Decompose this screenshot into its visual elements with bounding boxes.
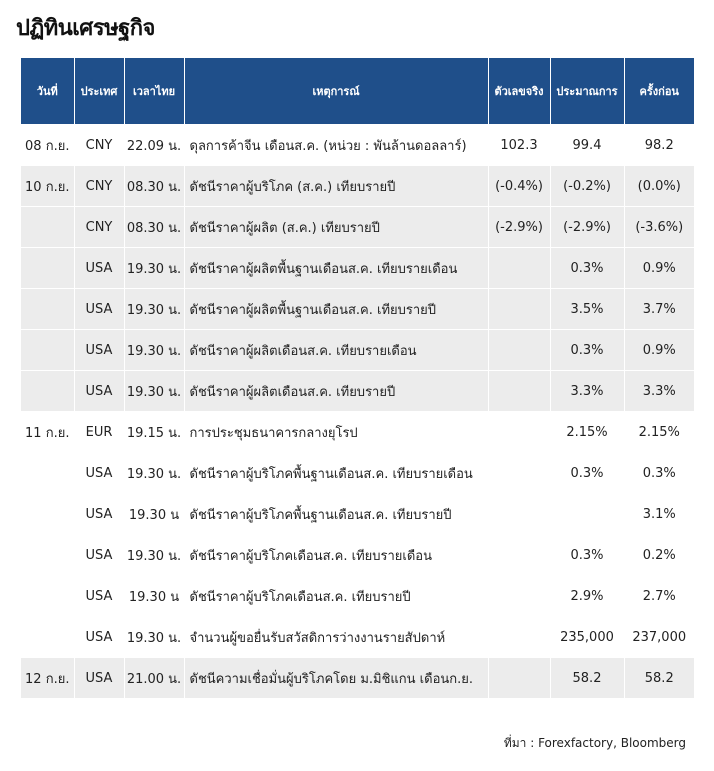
table-row bbox=[21, 289, 694, 330]
forecast-cell: 0.3% bbox=[550, 453, 624, 494]
previous-cell: 58.2 bbox=[624, 658, 694, 699]
column-header-forecast: ประมาณการ bbox=[550, 58, 624, 125]
forecast-cell: 2.9% bbox=[550, 576, 624, 617]
country-cell: EUR bbox=[74, 412, 124, 453]
time-cell: 19.30 น. bbox=[124, 330, 184, 371]
time-cell: 19.30 น. bbox=[124, 617, 184, 658]
event-cell: ดัชนีราคาผู้บริโภคพื้นฐานเดือนส.ค. เทียบรายเดือน bbox=[184, 453, 488, 494]
actual-cell bbox=[488, 330, 550, 371]
country-cell: USA bbox=[74, 658, 124, 699]
previous-cell: 0.9% bbox=[624, 248, 694, 289]
time-cell: 19.30 น. bbox=[124, 453, 184, 494]
date-cell: 08 ก.ย. bbox=[21, 125, 74, 166]
actual-cell bbox=[488, 658, 550, 699]
previous-cell: (0.0%) bbox=[624, 166, 694, 207]
actual-cell: (-0.4%) bbox=[488, 166, 550, 207]
country-cell: USA bbox=[74, 453, 124, 494]
actual-cell: (-2.9%) bbox=[488, 207, 550, 248]
previous-cell: 3.1% bbox=[624, 494, 694, 535]
forecast-cell: 235,000 bbox=[550, 617, 624, 658]
country-cell: CNY bbox=[74, 125, 124, 166]
date-cell: 10 ก.ย. bbox=[21, 166, 74, 207]
country-cell: USA bbox=[74, 289, 124, 330]
time-cell: 19.30 น. bbox=[124, 535, 184, 576]
forecast-cell: 99.4 bbox=[550, 125, 624, 166]
previous-cell: 2.7% bbox=[624, 576, 694, 617]
forecast-cell: 0.3% bbox=[550, 248, 624, 289]
time-cell: 19.30 น bbox=[124, 576, 184, 617]
actual-cell bbox=[488, 289, 550, 330]
event-cell: ดัชนีราคาผู้บริโภคเดือนส.ค. เทียบรายเดือน bbox=[184, 535, 488, 576]
date-cell bbox=[21, 494, 74, 535]
event-cell: ดัชนีความเชื่อมั่นผู้บริโภคโดย ม.มิชิแกน เดือนก.ย. bbox=[184, 658, 488, 699]
forecast-cell: (-2.9%) bbox=[550, 207, 624, 248]
country-cell: USA bbox=[74, 494, 124, 535]
previous-cell: 0.9% bbox=[624, 330, 694, 371]
actual-cell bbox=[488, 576, 550, 617]
time-cell: 19.30 น bbox=[124, 494, 184, 535]
date-cell bbox=[21, 576, 74, 617]
actual-cell bbox=[488, 412, 550, 453]
table-row bbox=[21, 166, 694, 207]
actual-cell bbox=[488, 494, 550, 535]
date-cell: 11 ก.ย. bbox=[21, 412, 74, 453]
table-row bbox=[21, 494, 694, 535]
date-cell: 12 ก.ย. bbox=[21, 658, 74, 699]
country-cell: USA bbox=[74, 535, 124, 576]
date-cell bbox=[21, 289, 74, 330]
country-cell: USA bbox=[74, 330, 124, 371]
country-cell: CNY bbox=[74, 207, 124, 248]
actual-cell bbox=[488, 371, 550, 412]
previous-cell: 98.2 bbox=[624, 125, 694, 166]
column-header-event: เหตุการณ์ bbox=[184, 58, 488, 125]
table-row bbox=[21, 125, 694, 166]
previous-cell: 3.7% bbox=[624, 289, 694, 330]
country-cell: USA bbox=[74, 371, 124, 412]
event-cell: ดัชนีราคาผู้บริโภคพื้นฐานเดือนส.ค. เทียบรายปี bbox=[184, 494, 488, 535]
date-cell bbox=[21, 371, 74, 412]
table-row bbox=[21, 248, 694, 289]
forecast-cell: 0.3% bbox=[550, 330, 624, 371]
event-cell: การประชุมธนาคารกลางยุโรป bbox=[184, 412, 488, 453]
date-cell bbox=[21, 535, 74, 576]
forecast-cell: 0.3% bbox=[550, 535, 624, 576]
economic-calendar-table bbox=[21, 58, 694, 698]
date-cell bbox=[21, 453, 74, 494]
previous-cell: 3.3% bbox=[624, 371, 694, 412]
forecast-cell: 2.15% bbox=[550, 412, 624, 453]
previous-cell: 0.3% bbox=[624, 453, 694, 494]
table-row bbox=[21, 412, 694, 453]
time-cell: 19.30 น. bbox=[124, 289, 184, 330]
previous-cell: 2.15% bbox=[624, 412, 694, 453]
table-row bbox=[21, 330, 694, 371]
date-cell bbox=[21, 330, 74, 371]
table-row bbox=[21, 535, 694, 576]
source-note: ที่มา : Forexfactory, Bloomberg bbox=[503, 736, 686, 750]
event-cell: ดุลการค้าจีน เดือนส.ค. (หน่วย : พันล้านดอลลาร์) bbox=[184, 125, 488, 166]
previous-cell: 0.2% bbox=[624, 535, 694, 576]
event-cell: ดัชนีราคาผู้ผลิตเดือนส.ค. เทียบรายปี bbox=[184, 371, 488, 412]
event-cell: จำนวนผู้ขอยื่นรับสวัสดิการว่างงานรายสัปดาห์ bbox=[184, 617, 488, 658]
time-cell: 08.30 น. bbox=[124, 166, 184, 207]
table-row bbox=[21, 371, 694, 412]
page-title: ปฏิทินเศรษฐกิจ bbox=[16, 16, 155, 41]
column-header-time: เวลาไทย bbox=[124, 58, 184, 125]
time-cell: 19.30 น. bbox=[124, 248, 184, 289]
forecast-cell: 3.3% bbox=[550, 371, 624, 412]
column-header-actual: ตัวเลขจริง bbox=[488, 58, 550, 125]
table-header-row bbox=[21, 58, 694, 125]
country-cell: USA bbox=[74, 576, 124, 617]
time-cell: 08.30 น. bbox=[124, 207, 184, 248]
table-row bbox=[21, 617, 694, 658]
table-body bbox=[21, 125, 694, 699]
table-row bbox=[21, 207, 694, 248]
time-cell: 19.30 น. bbox=[124, 371, 184, 412]
actual-cell bbox=[488, 617, 550, 658]
date-cell bbox=[21, 207, 74, 248]
previous-cell: (-3.6%) bbox=[624, 207, 694, 248]
event-cell: ดัชนีราคาผู้บริโภค (ส.ค.) เทียบรายปี bbox=[184, 166, 488, 207]
actual-cell bbox=[488, 248, 550, 289]
event-cell: ดัชนีราคาผู้บริโภคเดือนส.ค. เทียบรายปี bbox=[184, 576, 488, 617]
date-cell bbox=[21, 617, 74, 658]
column-header-country: ประเทศ bbox=[74, 58, 124, 125]
actual-cell: 102.3 bbox=[488, 125, 550, 166]
event-cell: ดัชนีราคาผู้ผลิต (ส.ค.) เทียบรายปี bbox=[184, 207, 488, 248]
country-cell: USA bbox=[74, 248, 124, 289]
time-cell: 22.09 น. bbox=[124, 125, 184, 166]
column-header-date: วันที่ bbox=[21, 58, 74, 125]
forecast-cell: 3.5% bbox=[550, 289, 624, 330]
table-row bbox=[21, 658, 694, 699]
table-row bbox=[21, 453, 694, 494]
country-cell: USA bbox=[74, 617, 124, 658]
previous-cell: 237,000 bbox=[624, 617, 694, 658]
time-cell: 21.00 น. bbox=[124, 658, 184, 699]
country-cell: CNY bbox=[74, 166, 124, 207]
actual-cell bbox=[488, 453, 550, 494]
date-cell bbox=[21, 248, 74, 289]
column-header-previous: ครั้งก่อน bbox=[624, 58, 694, 125]
forecast-cell: (-0.2%) bbox=[550, 166, 624, 207]
actual-cell bbox=[488, 535, 550, 576]
event-cell: ดัชนีราคาผู้ผลิตพื้นฐานเดือนส.ค. เทียบรายปี bbox=[184, 289, 488, 330]
table-row bbox=[21, 576, 694, 617]
event-cell: ดัชนีราคาผู้ผลิตพื้นฐานเดือนส.ค. เทียบรายเดือน bbox=[184, 248, 488, 289]
forecast-cell bbox=[550, 494, 624, 535]
forecast-cell: 58.2 bbox=[550, 658, 624, 699]
event-cell: ดัชนีราคาผู้ผลิตเดือนส.ค. เทียบรายเดือน bbox=[184, 330, 488, 371]
time-cell: 19.15 น. bbox=[124, 412, 184, 453]
